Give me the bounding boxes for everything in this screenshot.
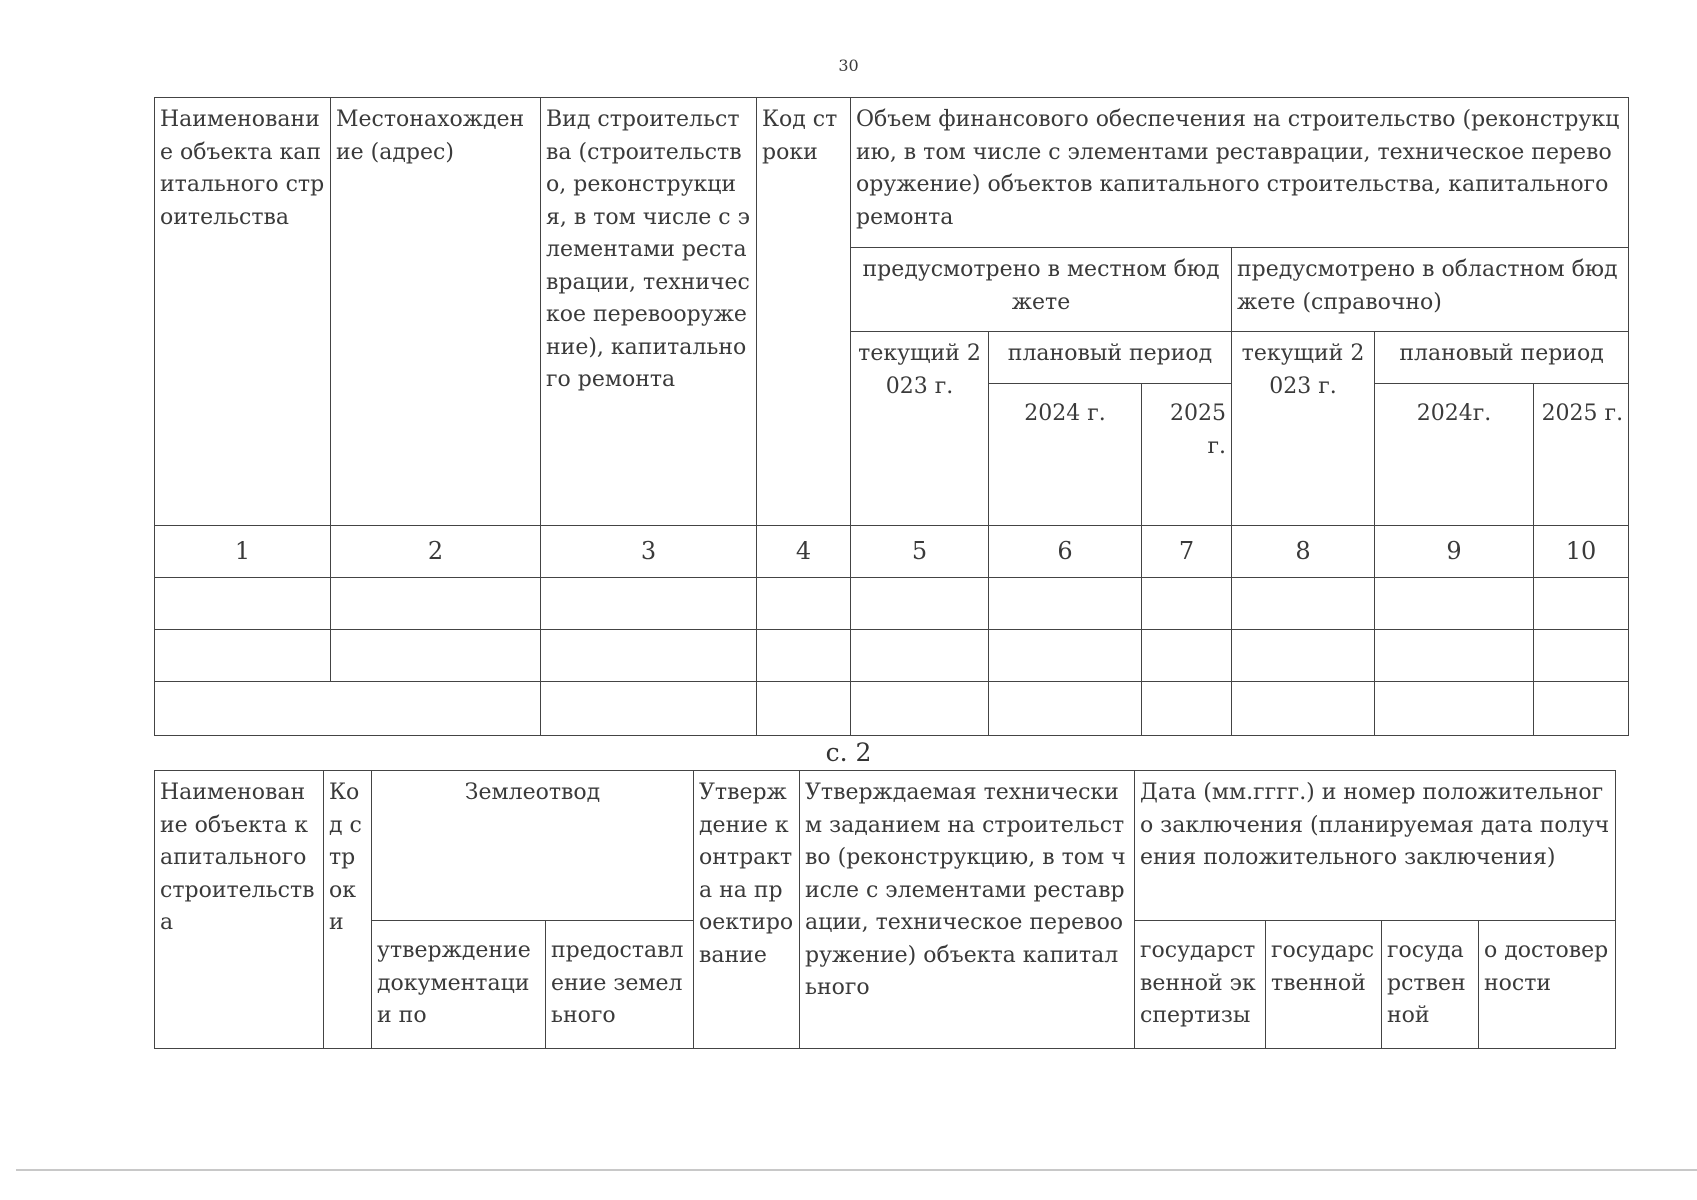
header-local-current-year: текущий 2023 г. [851, 332, 989, 526]
column-number: 7 [1142, 526, 1232, 578]
empty-cell [851, 682, 989, 736]
header-object-name: Наименование объекта капитального строительства [155, 771, 324, 1049]
column-number: 2 [331, 526, 541, 578]
header-reliability: о достоверности [1479, 921, 1616, 1049]
financing-table [154, 97, 1629, 736]
header-row-code: Код строки [757, 98, 851, 526]
header-row-code: Код строки [324, 771, 372, 1049]
header-object-name: Наименование объекта капитального строительства [155, 98, 331, 526]
column-number: 8 [1232, 526, 1375, 578]
column-number: 10 [1534, 526, 1629, 578]
table-row [155, 578, 1629, 630]
empty-cell [541, 578, 757, 630]
page-number: 30 [838, 56, 859, 75]
header-contract-approval: Утверждение контракта на проектирование [694, 771, 800, 1049]
column-number: 6 [989, 526, 1142, 578]
table-row [155, 630, 1629, 682]
empty-cell [155, 630, 331, 682]
empty-cell [757, 578, 851, 630]
empty-cell [1534, 630, 1629, 682]
column-number: 1 [155, 526, 331, 578]
header-state-3: государственной [1382, 921, 1479, 1049]
header-regional-current-year: текущий 2023 г. [1232, 332, 1375, 526]
column-number: 4 [757, 526, 851, 578]
empty-cell [851, 630, 989, 682]
empty-cell [541, 630, 757, 682]
empty-cell [989, 682, 1142, 736]
header-positive-conclusion: Дата (мм.гггг.) и номер положительного заключения (планируемая дата получения положительного заключения) [1135, 771, 1616, 921]
header-regional-plan-period: плановый период [1375, 332, 1629, 384]
header-land-allotment: Землеотвод [372, 771, 694, 921]
header-regional-2025: 2025 г. [1534, 384, 1629, 526]
empty-cell [1375, 630, 1534, 682]
empty-cell [331, 578, 541, 630]
header-local-budget: предусмотрено в местном бюджете [851, 248, 1232, 332]
empty-cell [331, 630, 541, 682]
header-regional-2024: 2024г. [1375, 384, 1534, 526]
empty-cell [1142, 630, 1232, 682]
table-row [155, 682, 1629, 736]
empty-cell [541, 682, 757, 736]
header-technical-task: Утверждаемая техническим заданием на строительство (реконструкцию, в том числе с элементами реставрации, техническое перевооружение) объекта капитального [800, 771, 1135, 1049]
column-number: 3 [541, 526, 757, 578]
footer-divider [16, 1169, 1697, 1171]
empty-cell [1375, 578, 1534, 630]
header-address: Местонахождение (адрес) [331, 98, 541, 526]
empty-cell [757, 630, 851, 682]
header-financing-volume: Объем финансового обеспечения на строительство (реконструкцию, в том числе с элементами реставрации, техническое перевооружение) объектов капитального строительства, капитального ремонта [851, 98, 1629, 248]
header-state-expertise: государственной экспертизы [1135, 921, 1266, 1049]
column-number: 9 [1375, 526, 1534, 578]
header-land-documentation-approval: утверждение документации по [372, 921, 546, 1049]
column-number: 5 [851, 526, 989, 578]
empty-cell [1232, 630, 1375, 682]
header-local-2025: 2025 г. [1142, 384, 1232, 526]
header-state-2: государственной [1266, 921, 1382, 1049]
empty-cell [1375, 682, 1534, 736]
empty-cell [757, 682, 851, 736]
permits-table [154, 770, 1616, 1049]
header-local-2024: 2024 г. [989, 384, 1142, 526]
empty-cell [1142, 682, 1232, 736]
empty-cell [989, 578, 1142, 630]
empty-cell [1534, 578, 1629, 630]
empty-cell [989, 630, 1142, 682]
header-construction-kind: Вид строительства (строительство, реконструкция, в том числе с элементами реставрации, техническое перевооружение), капитального ремонта [541, 98, 757, 526]
column-number-row [155, 526, 1629, 578]
empty-cell [851, 578, 989, 630]
header-land-provision: предоставление земельного [546, 921, 694, 1049]
empty-cell [1142, 578, 1232, 630]
empty-cell [155, 682, 541, 736]
empty-cell [1232, 682, 1375, 736]
empty-cell [155, 578, 331, 630]
empty-cell [1232, 578, 1375, 630]
section-label: с. 2 [825, 738, 872, 767]
header-local-plan-period: плановый период [989, 332, 1232, 384]
empty-cell [1534, 682, 1629, 736]
header-regional-budget: предусмотрено в областном бюджете (справочно) [1232, 248, 1629, 332]
